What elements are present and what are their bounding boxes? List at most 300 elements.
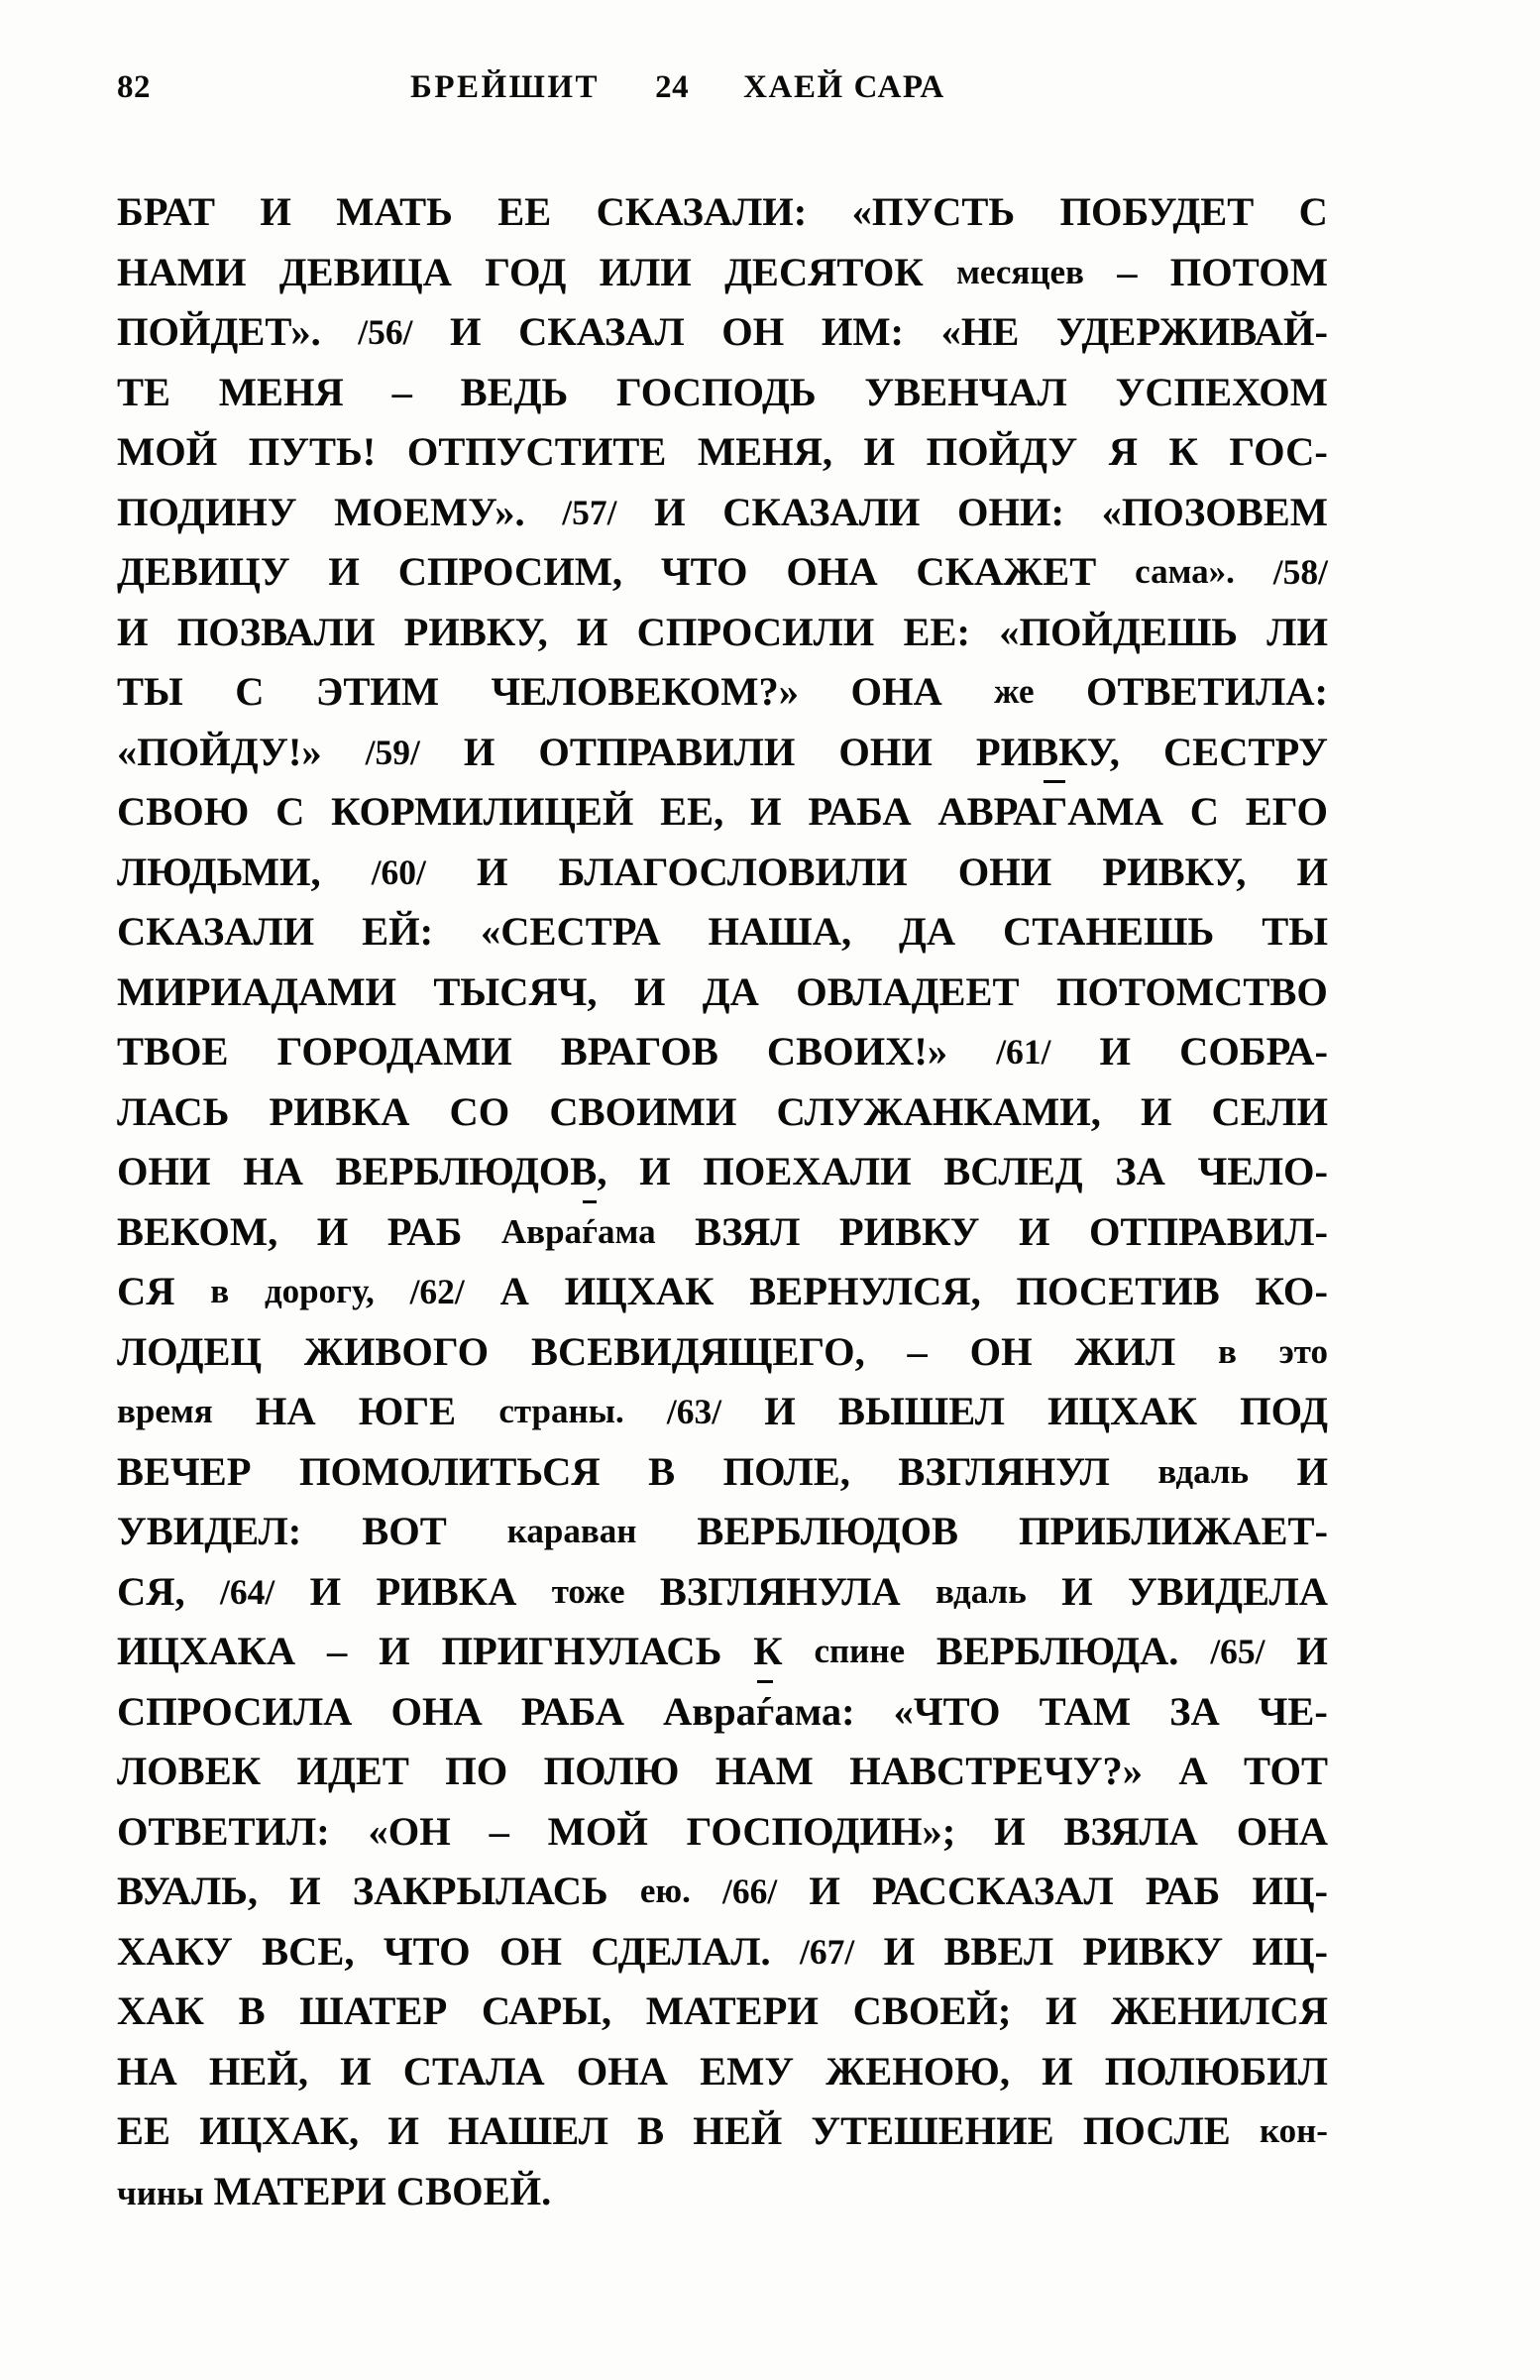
word: УТЕШЕНИЕ — [811, 2108, 1054, 2153]
word: И — [117, 609, 149, 654]
word: ОН — [498, 1928, 562, 1974]
word: ДЕВИЦА — [278, 249, 452, 294]
word: К — [753, 1629, 783, 1673]
word: СВОЕЙ; — [852, 1988, 1012, 2033]
word: ОНИ — [957, 849, 1052, 894]
word: В — [637, 2108, 665, 2153]
word: РИВКУ, — [975, 729, 1120, 774]
word: БЛАГОСЛОВИЛИ — [558, 849, 908, 894]
parasha-title: ХАЕЙ САРА — [743, 69, 945, 105]
word: ЖЕНИЛСЯ — [1111, 1988, 1328, 2033]
word: ЛЮДЬМИ, — [117, 849, 321, 894]
word: ГОСПОДЬ — [616, 369, 817, 414]
word: ОНА — [1236, 1808, 1328, 1854]
word: ОН — [969, 1328, 1033, 1374]
word: СПРОСИЛА — [117, 1688, 353, 1734]
word: тоже — [551, 1571, 625, 1611]
word: ИЦ- — [1252, 1928, 1328, 1974]
word: месяцев — [956, 252, 1084, 291]
text-line — [117, 243, 1328, 303]
word: «ПОЙДЕШЬ — [999, 609, 1239, 654]
text-line — [117, 542, 1328, 603]
word: /67/ — [800, 1931, 855, 1972]
word: /57/ — [562, 492, 617, 532]
word: И — [1296, 1629, 1328, 1673]
word: ШАТЕР — [299, 1988, 448, 2033]
word: СЛУЖАНКАМИ, — [776, 1088, 1101, 1134]
word: СВОЕЙ. — [395, 2168, 552, 2213]
text-line — [117, 1862, 1328, 1922]
word: ТЫ — [117, 669, 183, 714]
word: /64/ — [219, 1571, 275, 1612]
word: ПОТОМ — [1169, 249, 1328, 294]
word: ПОТОМСТВО — [1055, 968, 1328, 1014]
word: И — [289, 1869, 321, 1913]
word: ЕГО — [1245, 789, 1328, 834]
word: ЗАКРЫЛАСЬ — [352, 1869, 608, 1913]
word: ЧТО — [660, 549, 748, 594]
word: БРАТ — [117, 189, 216, 234]
word: ИДЕТ — [296, 1749, 409, 1793]
word: УВЕНЧАЛ — [864, 369, 1067, 414]
word: С — [235, 669, 265, 714]
word: ТВОЕ — [117, 1029, 229, 1074]
word: ЧЕЛО- — [1197, 1149, 1328, 1193]
word: СЯ — [117, 1269, 175, 1313]
word: СО — [449, 1088, 510, 1134]
word: ВРАГОВ — [560, 1029, 718, 1074]
word: ЛИ — [1266, 609, 1328, 654]
word: ВЕДЬ — [460, 369, 569, 414]
word: РАБ — [1145, 1869, 1221, 1913]
word: ВЗГЛЯНУЛА — [659, 1568, 901, 1614]
word: вдаль — [1157, 1451, 1250, 1491]
word: /65/ — [1210, 1632, 1265, 1671]
word: НАМ — [715, 1749, 814, 1793]
text-line — [117, 782, 1328, 843]
word: УСПЕХОМ — [1115, 369, 1328, 414]
word: ЛОДЕЦ — [117, 1328, 263, 1374]
text-line — [117, 2042, 1328, 2102]
word: СВОИМИ — [549, 1088, 737, 1134]
word: в — [210, 1272, 230, 1310]
word: СПРОСИЛИ — [636, 609, 875, 654]
word: НЕЙ, — [208, 2048, 309, 2094]
word: ЕЕ, — [660, 789, 724, 834]
text-line — [117, 302, 1328, 363]
word: ОНИ: — [956, 489, 1064, 534]
word: И — [450, 309, 482, 354]
word: И — [764, 1389, 796, 1433]
word: ЗА — [1169, 1688, 1220, 1734]
word: И — [809, 1869, 840, 1913]
word: И — [463, 729, 495, 774]
word: ОНА — [786, 549, 878, 594]
word: кон- — [1259, 2111, 1328, 2150]
word: /66/ — [721, 1871, 778, 1911]
text-line — [117, 723, 1328, 783]
word: ВЗЯЛА — [1063, 1808, 1198, 1854]
word: И — [654, 489, 686, 534]
word: ПУТЬ! — [248, 429, 377, 474]
word: «ОН — [368, 1808, 451, 1854]
word: И — [1296, 1448, 1328, 1494]
text-line — [117, 1382, 1328, 1442]
word: ОНИ — [117, 1149, 211, 1193]
word: спине — [814, 1632, 906, 1670]
word: МЕНЯ, — [697, 429, 832, 474]
word: ДЕСЯТОК — [724, 249, 924, 294]
text-line — [117, 1802, 1328, 1863]
word: ВСЕ, — [262, 1928, 355, 1974]
word: СЕЛИ — [1211, 1088, 1328, 1134]
word: И — [750, 789, 782, 834]
word: МАТЕРИ — [213, 2168, 386, 2213]
word: ВСЕВИДЯЩЕГО, — [530, 1328, 865, 1374]
word: ЮГЕ — [358, 1389, 457, 1433]
word: РАБ — [386, 1208, 463, 1254]
word: МОЕМУ». — [334, 489, 525, 534]
word: ПО — [445, 1749, 508, 1793]
word: СЯ, — [117, 1568, 185, 1614]
word: ХАК — [117, 1988, 204, 2033]
word: ПОЗВАЛИ — [176, 609, 376, 654]
word: ОТПУСТИТЕ — [406, 429, 667, 474]
word: НАВСТРЕЧУ?» — [849, 1749, 1143, 1793]
word: «ЧТО — [893, 1688, 1001, 1734]
word: И — [477, 849, 508, 894]
word: МОЙ — [117, 429, 218, 474]
word: же — [994, 672, 1035, 711]
word: ЛАСЬ — [117, 1088, 230, 1134]
word: ОНА — [390, 1688, 483, 1734]
word: РАССКАЗАЛ — [871, 1869, 1114, 1913]
word: РАБА — [520, 1688, 624, 1734]
word: ЗА — [1115, 1149, 1165, 1193]
word: РИВКУ, — [403, 609, 548, 654]
word: И — [883, 1928, 916, 1974]
word: С — [275, 789, 305, 834]
word: ПОДИНУ — [117, 489, 297, 534]
word: СКАЖЕТ — [916, 549, 1097, 594]
word: ОН — [721, 309, 785, 354]
text-line — [117, 2101, 1328, 2162]
word: ИМ: — [821, 309, 905, 354]
word: НАША, — [708, 909, 852, 954]
text-line — [117, 963, 1328, 1023]
text-line — [117, 1262, 1328, 1322]
text-line — [117, 1142, 1328, 1202]
word: ВЕРБЛЮДОВ — [697, 1509, 959, 1553]
word: /61/ — [996, 1032, 1051, 1072]
word: /60/ — [371, 851, 426, 892]
word: СКАЗАЛИ — [722, 489, 921, 534]
word: ОНА — [850, 669, 942, 714]
word: /56/ — [358, 312, 413, 352]
word: МОЙ — [547, 1808, 648, 1854]
word: РИВКУ — [1082, 1928, 1224, 1974]
word: караван — [506, 1512, 637, 1550]
word: ВЕКОМ, — [117, 1208, 278, 1254]
word: ВЗЯЛ — [695, 1208, 801, 1254]
word: ЕМУ — [700, 2048, 795, 2094]
word: НА — [255, 1389, 316, 1433]
word: СПРОСИМ, — [397, 549, 623, 594]
text-line — [117, 1322, 1328, 1383]
word: это — [1278, 1331, 1328, 1371]
word: ПОЕХАЛИ — [703, 1149, 912, 1193]
text-line — [117, 662, 1328, 723]
word: А — [499, 1269, 529, 1313]
text-line — [117, 1022, 1328, 1082]
word: МЕНЯ — [218, 369, 344, 414]
word: С — [1189, 789, 1219, 834]
word: – — [489, 1808, 509, 1854]
word: «ПОЙДУ!» — [117, 729, 322, 774]
word: И — [1140, 1088, 1172, 1134]
word: И — [379, 1629, 410, 1673]
word: ГОСПОДИН»; — [686, 1808, 956, 1854]
word: ТЫ — [1262, 909, 1328, 954]
text-line — [117, 1982, 1328, 2042]
word: НА — [117, 2048, 177, 2094]
word: НЕЙ — [693, 2108, 783, 2153]
word: ЧЕЛОВЕКОМ?» — [491, 669, 800, 714]
word: КОРМИЛИЦЕЙ — [331, 789, 634, 834]
word: ВОТ — [362, 1509, 447, 1553]
word: «СЕСТРА — [481, 909, 661, 954]
word: СКАЗАЛИ — [117, 909, 315, 954]
word: РИВКА — [269, 1088, 410, 1134]
text-line — [117, 182, 1328, 243]
word: ПОЙДУ — [926, 429, 1078, 474]
running-head: 82 БРЕЙШИТ 24 ХАЕЙ САРА — [117, 69, 945, 105]
word: ВЕРНУЛСЯ, — [749, 1269, 981, 1313]
word: ПОЙДЕТ». — [117, 309, 321, 354]
word: УВИДЕЛ: — [117, 1509, 302, 1553]
word: СВОЮ — [117, 789, 250, 834]
word: И — [1042, 2048, 1073, 2094]
text-line — [117, 363, 1328, 423]
text-line — [117, 422, 1328, 483]
word: – — [391, 369, 412, 414]
word: время — [117, 1392, 213, 1430]
text-line — [117, 1502, 1328, 1562]
text-line — [117, 1202, 1328, 1263]
word: АВРАГАМА — [937, 782, 1163, 843]
word: ТАМ — [1039, 1688, 1132, 1734]
word: ЛОВЕК — [117, 1749, 262, 1793]
word: /58/ — [1272, 552, 1328, 592]
text-line — [117, 2162, 1328, 2224]
word: – — [907, 1328, 928, 1374]
word: СТАНЕШЬ — [1003, 909, 1215, 954]
word: ПОЛЮБИЛ — [1104, 2048, 1328, 2094]
text-line — [117, 1742, 1328, 1802]
word: МАТЬ — [336, 189, 453, 234]
word: РАБА — [808, 789, 912, 834]
word: ВЕРБЛЮДОВ, — [335, 1149, 607, 1193]
word: СОБРА- — [1179, 1029, 1328, 1074]
word: РИВКА — [376, 1568, 517, 1614]
word: ВЗГЛЯНУЛ — [898, 1448, 1110, 1494]
word: ПОЛЕ, — [722, 1448, 850, 1494]
word: Я — [1108, 429, 1138, 474]
word: чины — [117, 2173, 204, 2212]
word: ИЦХАК, — [199, 2108, 360, 2153]
word: ОТВЕТИЛ: — [117, 1808, 330, 1854]
word: ОТПРАВИЛ- — [1088, 1208, 1328, 1254]
word: – — [1117, 249, 1138, 294]
word: ИЦХАКА — [117, 1629, 296, 1673]
text-line — [117, 1622, 1328, 1682]
word: ТОТ — [1243, 1749, 1328, 1793]
word: ВЕЧЕР — [117, 1448, 252, 1494]
word: Авраѓама: — [663, 1682, 855, 1743]
word: в — [1217, 1331, 1237, 1371]
word: дорогу, — [264, 1272, 375, 1310]
word: И — [576, 609, 608, 654]
word: ЕЕ — [497, 189, 552, 234]
word: /62/ — [409, 1272, 465, 1311]
word: страны. — [498, 1392, 624, 1430]
word: МИРИАДАМИ — [117, 968, 397, 1014]
word: вдаль — [935, 1571, 1027, 1611]
word: А — [1178, 1749, 1208, 1793]
text-line — [117, 1922, 1328, 1983]
word: ОТПРАВИЛИ — [538, 729, 796, 774]
word: И — [316, 1208, 349, 1254]
word: СКАЗАЛИ: — [596, 189, 808, 234]
word: ОНИ — [838, 729, 933, 774]
word: ИЦХАК — [564, 1269, 715, 1313]
word: И — [1045, 1988, 1077, 2033]
text-line — [117, 483, 1328, 543]
text-line — [117, 1562, 1328, 1623]
word: ею. — [639, 1871, 691, 1910]
word: И — [340, 2048, 372, 2094]
word: ИЦ- — [1252, 1869, 1328, 1913]
word: НАШЕЛ — [448, 2108, 608, 2153]
word: ИЦХАК — [1047, 1389, 1197, 1433]
word: ЕЕ — [117, 2108, 171, 2153]
word: И — [1099, 1029, 1132, 1074]
word: СТАЛА — [402, 2048, 545, 2094]
word: ПРИБЛИЖАЕТ- — [1018, 1509, 1328, 1553]
word: ДЕВИЦУ — [117, 549, 290, 594]
word: ЖИЛ — [1074, 1328, 1176, 1374]
word: ОТВЕТИЛА: — [1086, 669, 1328, 714]
scripture-body — [117, 182, 1328, 2223]
word: И — [1061, 1568, 1093, 1614]
word: ДА — [702, 968, 759, 1014]
text-line — [117, 603, 1328, 663]
word: ВЫШЕЛ — [837, 1389, 1005, 1433]
word: ГОС- — [1229, 429, 1328, 474]
word: КО- — [1255, 1269, 1328, 1313]
word: ЕЙ: — [362, 909, 434, 954]
word: И — [994, 1808, 1026, 1854]
page-content — [117, 69, 1435, 2223]
word: ОНА — [576, 2048, 669, 2094]
word: И — [309, 1568, 342, 1614]
word: ПОЛЮ — [543, 1749, 680, 1793]
word: ЭТИМ — [315, 669, 440, 714]
text-line — [117, 1442, 1328, 1503]
word: И — [1018, 1208, 1050, 1254]
word: сама». — [1135, 552, 1235, 591]
word: МАТЕРИ — [645, 1988, 819, 2033]
word: И — [863, 429, 896, 474]
word: УДЕРЖИВАЙ- — [1055, 309, 1328, 354]
word: Авраѓама — [501, 1202, 656, 1263]
word: И — [387, 2108, 419, 2153]
word: ПОМОЛИТЬСЯ — [298, 1448, 601, 1494]
book-title: БРЕЙШИТ — [410, 69, 601, 105]
word: ГОРОДАМИ — [276, 1029, 512, 1074]
word: И — [639, 1149, 671, 1193]
word: РИВКУ — [838, 1208, 980, 1254]
word: /63/ — [666, 1392, 722, 1431]
word: САРЫ, — [481, 1988, 612, 2033]
chapter-number: 24 — [655, 69, 690, 105]
word: И — [633, 968, 666, 1014]
word: ВСЛЕД — [943, 1149, 1083, 1193]
word: ЧЕ- — [1258, 1688, 1328, 1734]
word: ЖЕНОЮ, — [825, 2048, 1011, 2094]
word: ВЕРБЛЮДА. — [935, 1629, 1179, 1673]
word: ПОСЕТИВ — [1016, 1269, 1220, 1313]
word: «ПУСТЬ — [851, 189, 1016, 234]
word: ПОБУДЕТ — [1059, 189, 1255, 234]
word: СКАЗАЛ — [518, 309, 685, 354]
word: СДЕЛАЛ. — [591, 1928, 771, 1974]
word: «НЕ — [940, 309, 1020, 354]
word: К — [1168, 429, 1198, 474]
word: ЕЕ: — [903, 609, 971, 654]
word: ГОД — [485, 249, 567, 294]
text-line — [117, 1682, 1328, 1743]
word: ЖИВОГО — [303, 1328, 490, 1374]
text-line — [117, 1082, 1328, 1143]
word: СВОИХ!» — [766, 1029, 948, 1074]
word: «ПОЗОВЕМ — [1101, 489, 1328, 534]
word: ТЫСЯЧ, — [433, 968, 598, 1014]
word: /59/ — [365, 732, 420, 772]
word: ДА — [899, 909, 956, 954]
word: – — [327, 1629, 348, 1673]
word: И — [1296, 849, 1328, 894]
word: ЧТО — [383, 1928, 471, 1974]
word: ХАКУ — [117, 1928, 233, 1974]
word: РИВКУ, — [1102, 849, 1247, 894]
text-line — [117, 843, 1328, 903]
word: НА — [243, 1149, 303, 1193]
word: ПОСЛЕ — [1082, 2108, 1231, 2153]
word: С — [1298, 189, 1328, 234]
word: ПОД — [1240, 1389, 1328, 1433]
word: ПРИГНУЛАСЬ — [441, 1629, 722, 1673]
word: НАМИ — [117, 249, 247, 294]
word: УВИДЕЛА — [1127, 1568, 1328, 1614]
word: ТЕ — [117, 369, 171, 414]
word: ВУАЛЬ, — [117, 1869, 259, 1913]
word: В — [648, 1448, 676, 1494]
text-line — [117, 902, 1328, 963]
word: ИЛИ — [599, 249, 692, 294]
word: И — [260, 189, 291, 234]
word: В — [238, 1988, 266, 2033]
